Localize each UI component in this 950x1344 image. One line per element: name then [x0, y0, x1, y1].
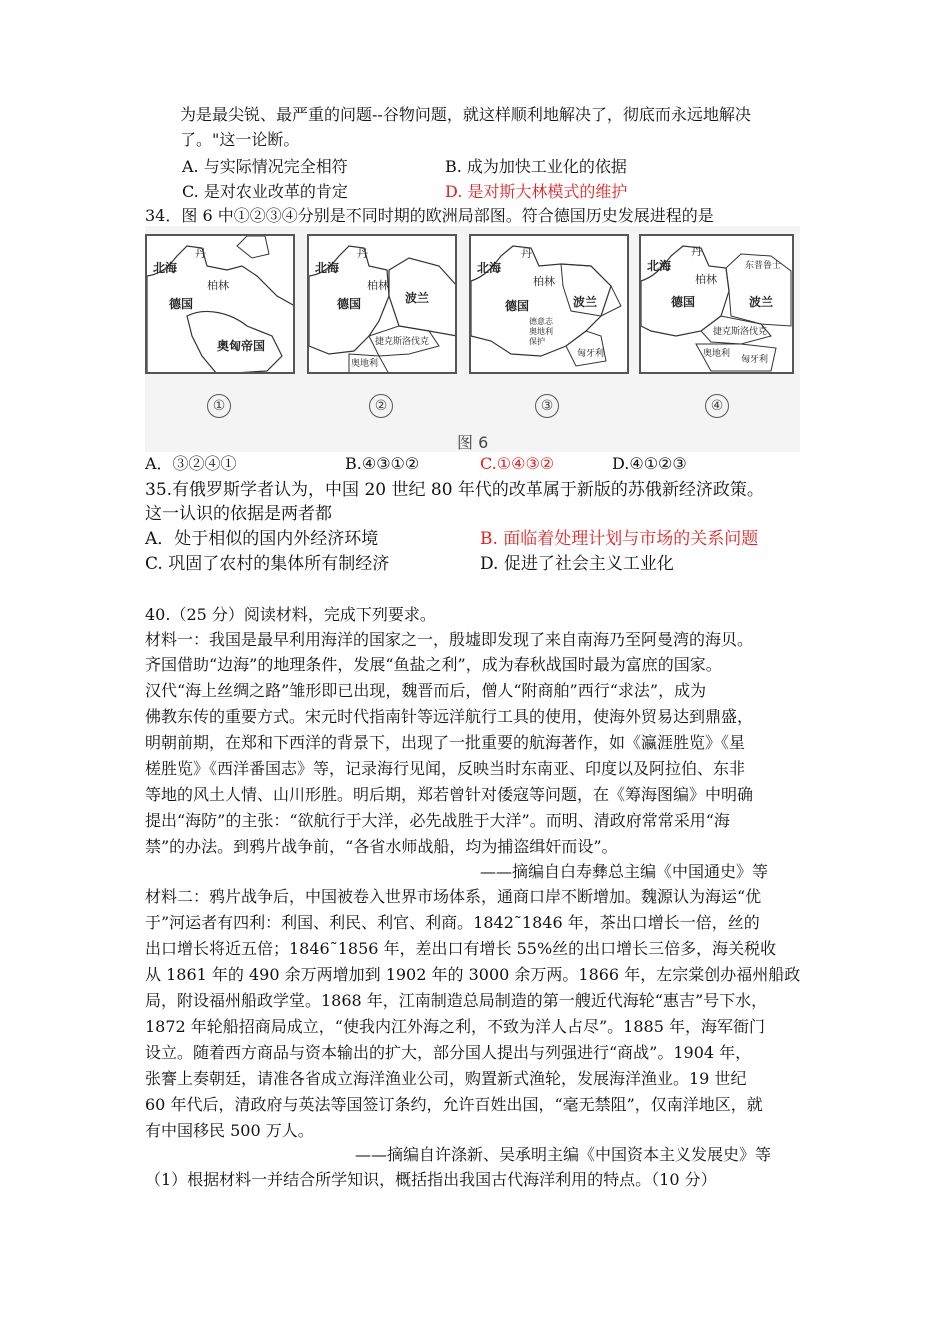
- map-3-label-danmai: 丹: [521, 247, 532, 260]
- q33-text-line-1: 为是最尖锐、最严重的问题--谷物问题，就这样顺利地解决了，彻底而永远地解决: [180, 105, 751, 124]
- map-4: [639, 234, 794, 374]
- figure-caption: 图 6: [457, 433, 489, 452]
- map-4-label-jieke: 捷克斯洛伐克: [713, 327, 768, 337]
- map-4-label-bolin: 柏林: [695, 273, 717, 286]
- material-2-line: 有中国移民 500 万人。: [145, 1121, 314, 1140]
- material-2-line: 设立。随着西方商品与资本输出的扩大，部分国人提出与列强进行“商战”。1904 年，: [145, 1043, 752, 1062]
- map-3-label-bolin: 柏林: [533, 275, 555, 288]
- map-4-label-aodili: 奥地利: [703, 349, 731, 359]
- material-1-line: 齐国借助“边海”的地理条件，发展“鱼盐之利”，成为春秋战国时最为富庶的国家。: [145, 655, 722, 674]
- map-4-label-beihai: 北海: [647, 259, 672, 273]
- q35-option-a: A．处于相似的国内外经济环境: [145, 529, 379, 549]
- map-1-label-danmai: 丹: [195, 247, 206, 260]
- map-3-label-ditiao: 德意志: [529, 317, 553, 326]
- map-3-label-beihai: 北海: [477, 261, 502, 275]
- figure-6-maps: [145, 226, 800, 452]
- material-2-line: 1872 年轮船招商局成立，“使我内江外海之利，不致为洋人占尽”。1885 年，海军衙门: [145, 1017, 765, 1036]
- q34-option-c-answer: C.①④③②: [480, 454, 555, 473]
- material-1-line: 提出“海防”的主张：“欲航行于大洋，必先战胜于大洋”。而明、清政府常常采用“海: [145, 811, 730, 830]
- q33-option-c: C. 是对农业改革的肯定: [182, 182, 348, 201]
- map-4-label-bolan: 波兰: [749, 295, 774, 309]
- q33-option-b: B. 成为加快工业化的依据: [445, 157, 627, 176]
- map-4-label-danmai: 丹: [691, 245, 702, 258]
- q35-option-b-answer: B. 面临着处理计划与市场的关系问题: [480, 529, 759, 549]
- map-2-label-deguo: 德国: [337, 297, 362, 311]
- material-2-line: 从 1861 年的 490 余万两增加到 1902 年的 3000 余万两。1866 年，左宗棠创办福州船政: [145, 965, 801, 984]
- q33-option-d-answer: D. 是对斯大林模式的维护: [445, 182, 628, 201]
- material-1-line: 佛教东传的重要方式。宋元时代指南针等远洋航行工具的使用，使海外贸易达到鼎盛，: [145, 707, 754, 726]
- q40-requirement-1: （1）根据材料一并结合所学知识，概括指出我国古代海洋利用的特点。（10 分）: [145, 1170, 717, 1189]
- map-4-label-xiongyali: 匈牙利: [741, 355, 769, 365]
- map-1-label-aodi: 奥匈帝国: [217, 339, 266, 353]
- material-2-line: 材料二：鸦片战争后，中国被卷入世界市场体系，通商口岸不断增加。魏源认为海运“优: [145, 887, 762, 906]
- material-1-line: 明朝前期，在郑和下西洋的背景下，出现了一批重要的航海著作，如《瀛涯胜览》《星: [145, 733, 746, 752]
- q33-option-a: A. 与实际情况完全相符: [182, 157, 348, 176]
- map-2-caption: ②: [369, 394, 393, 418]
- q35-text-line-1: 35.有俄罗斯学者认为，中国 20 世纪 80 年代的改革属于新版的苏俄新经济政策。: [145, 480, 764, 500]
- material-2-line: 张謇上奏朝廷，请准各省成立海洋渔业公司，购置新式渔轮，发展海洋渔业。19 世纪: [145, 1069, 747, 1088]
- map-2-label-bolin: 柏林: [367, 279, 389, 292]
- map-2-label-danmai: 丹: [357, 247, 368, 260]
- map-2-label-bolan: 波兰: [405, 291, 430, 305]
- material-1-line: 槎胜览》《西洋番国志》等，记录海行见闻，反映当时东南亚、印度以及阿拉伯、东非: [145, 759, 746, 778]
- material-1-line: 禁”的办法。到鸦片战争前，“各省水师战船，均为捕盗缉奸而设”。: [145, 837, 618, 856]
- map-4-label-dongpu: 东普鲁士: [745, 261, 782, 271]
- map-2-label-jieke: 捷克斯洛伐克: [375, 337, 430, 347]
- material-2-line: 出口增长将近五倍；1846˜1856 年，差出口有增长 55%丝的出口增长三倍多，海关税收: [145, 939, 777, 958]
- q34-option-d: D.④①②③: [612, 454, 687, 473]
- q34-stem: 34．图 6 中①②③④分别是不同时期的欧洲局部图。符合德国历史发展进程的是: [145, 206, 714, 225]
- map-1-label-deguo: 德国: [169, 297, 194, 311]
- map-3-label-xiongyali: 匈牙利: [577, 349, 605, 359]
- q35-option-d: D. 促进了社会主义工业化: [480, 554, 674, 574]
- map-4-label-deguo: 德国: [671, 295, 696, 309]
- map-1-label-bolin: 柏林: [207, 279, 229, 292]
- q35-option-c: C. 巩固了农村的集体所有制经济: [145, 554, 390, 574]
- map-3-label-bolan: 波兰: [573, 295, 598, 309]
- material-1-source: ——摘编自白寿彝总主编《中国通史》等: [480, 862, 769, 881]
- map-2-drawing: [309, 236, 457, 374]
- map-3: [469, 234, 629, 374]
- q35-text-line-2: 这一认识的依据是两者都: [145, 504, 332, 524]
- material-2-line: 60 年代后，清政府与英法等国签订条约，允许百姓出国，“毫无禁阻”，仅南洋地区，就: [145, 1095, 763, 1114]
- map-3-caption: ③: [535, 394, 559, 418]
- map-2-label-beihai: 北海: [315, 261, 340, 275]
- map-3-label-baohu: 保护: [529, 337, 545, 346]
- map-3-label-deguo: 德国: [505, 299, 530, 313]
- map-3-drawing: [471, 236, 629, 374]
- map-3-label-ditiao2: 奥地利: [529, 327, 553, 336]
- map-1-caption: ①: [207, 394, 231, 418]
- map-1-label-beihai: 北海: [153, 261, 178, 275]
- material-2-source: ——摘编自许涤新、吴承明主编《中国资本主义发展史》等: [355, 1145, 772, 1164]
- material-2-line: 于”河运者有四利：利国、利民、利官、利商。1842˜1846 年，茶出口增长一倍，丝的: [145, 913, 760, 932]
- material-1-line: 材料一：我国是最早利用海洋的国家之一，殷墟即发现了来自南海乃至阿曼湾的海贝。: [145, 630, 754, 649]
- map-4-caption: ④: [705, 394, 729, 418]
- q33-text-line-2: 了。"这一论断。: [180, 130, 300, 149]
- map-2-label-aodili: 奥地利: [351, 359, 379, 369]
- material-1-line: 等地的风土人情、山川形胜。明后期，郑若曾针对倭寇等问题，在《筹海图编》中明确: [145, 785, 754, 804]
- map-2: [307, 234, 457, 374]
- material-2-line: 局，附设福州船政学堂。1868 年，江南制造总局制造的第一艘近代海轮“惠吉”号下水，: [145, 991, 768, 1010]
- q40-header: 40.（25 分）阅读材料，完成下列要求。: [145, 605, 436, 624]
- q34-option-b: B.④③①②: [345, 454, 420, 473]
- material-1-line: 汉代“海上丝绸之路”雏形即已出现，魏晋而后，僧人“附商舶”西行“求法”，成为: [145, 681, 707, 700]
- map-1: [145, 234, 295, 374]
- q34-option-a: A．③②④①: [145, 454, 237, 473]
